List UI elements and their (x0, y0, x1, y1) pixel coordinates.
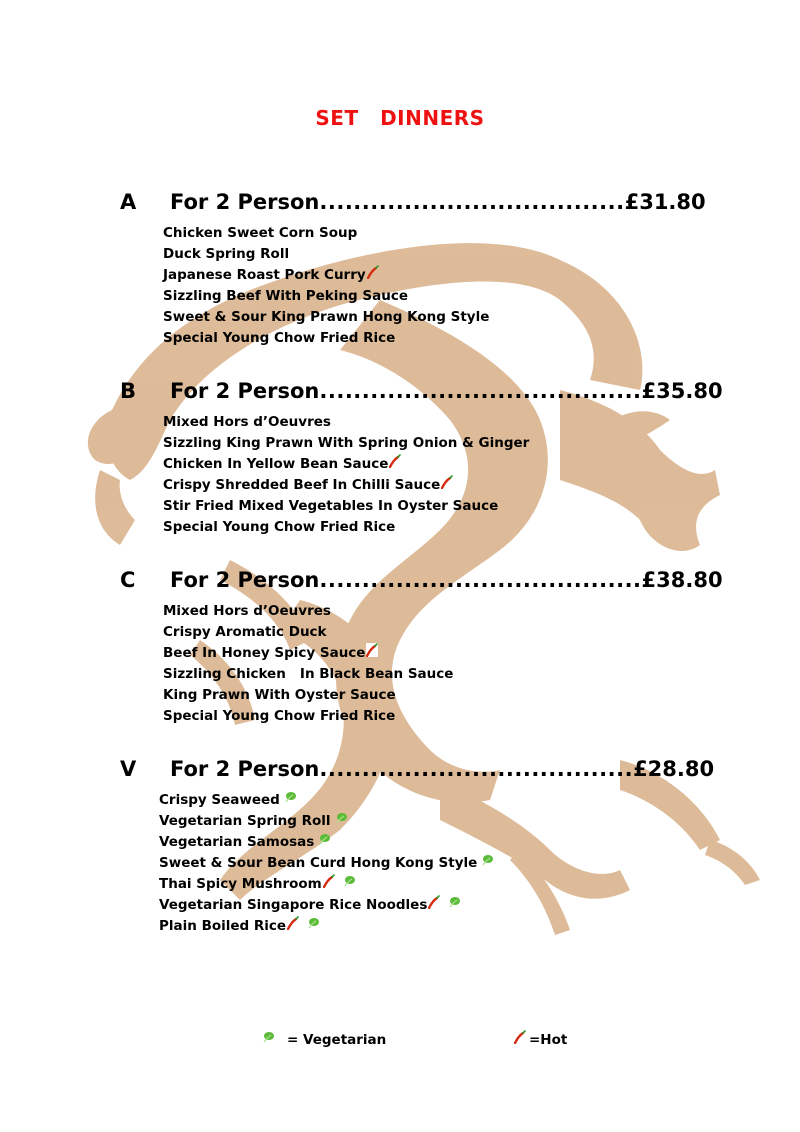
menu-item-name: Duck Spring Roll (163, 246, 290, 262)
set-label: For 2 Person (170, 757, 320, 781)
dot-leader: ...................................... (319, 568, 642, 592)
menu-item (163, 664, 453, 685)
set-v (0, 757, 800, 934)
chili-pepper-icon (441, 475, 453, 489)
menu-item (163, 496, 529, 517)
menu-item (163, 223, 489, 244)
menu-item-name: Stir Fried Mixed Vegetables In Oyster Sauce (163, 498, 499, 514)
set-items-list (163, 412, 529, 538)
menu-item (163, 685, 453, 706)
legend-hot (514, 1032, 567, 1048)
vegetarian-leaf-icon (318, 833, 331, 845)
menu-item-name: Mixed Hors d’Oeuvres (163, 603, 331, 619)
vegetarian-leaf-icon (335, 812, 348, 824)
menu-item-name: Sweet & Sour Bean Curd Hong Kong Style (159, 855, 478, 871)
menu-item (163, 244, 489, 265)
menu-item (163, 265, 489, 286)
vegetarian-leaf-icon (307, 917, 320, 929)
legend-vegetarian-label: = Vegetarian (287, 1032, 387, 1048)
menu-item (159, 832, 494, 853)
set-label: For 2 Person (170, 379, 320, 403)
menu-item-name: Sizzling King Prawn With Spring Onion & Ginger (163, 435, 530, 451)
menu-item-name: Beef In Honey Spicy Sauce (163, 645, 366, 661)
set-price: £35.80 (641, 379, 723, 403)
menu-item-name: King Prawn With Oyster Sauce (163, 687, 396, 703)
set-label: For 2 Person (170, 568, 320, 592)
dot-leader: ...................................... (319, 379, 642, 403)
chili-pepper-icon (514, 1030, 526, 1044)
vegetarian-leaf-icon (343, 875, 356, 887)
set-items-list (163, 601, 453, 727)
legend-vegetarian (262, 1032, 386, 1048)
chili-pepper-icon (428, 895, 440, 909)
set-heading (0, 757, 800, 787)
set-price: £31.80 (624, 190, 706, 214)
menu-item-name: Vegetarian Singapore Rice Noodles (159, 897, 428, 913)
set-letter: C (120, 568, 136, 592)
menu-item-name: Sweet & Sour King Prawn Hong Kong Style (163, 309, 490, 325)
menu-item (163, 307, 489, 328)
set-title-line (170, 568, 723, 592)
vegetarian-leaf-icon (448, 896, 461, 908)
menu-item-name: Crispy Aromatic Duck (163, 624, 327, 640)
set-letter: B (120, 379, 137, 403)
vegetarian-leaf-icon (284, 791, 297, 803)
menu-item-name: Chicken In Yellow Bean Sauce (163, 456, 389, 472)
vegetarian-leaf-icon (262, 1031, 275, 1043)
menu-item (159, 790, 494, 811)
set-price: £28.80 (633, 757, 715, 781)
set-letter: A (120, 190, 137, 214)
menu-item-name: Special Young Chow Fried Rice (163, 708, 396, 724)
set-label: For 2 Person (170, 190, 320, 214)
menu-item (163, 286, 489, 307)
set-heading (0, 379, 800, 409)
set-title-line (170, 757, 714, 781)
chili-pepper-icon (367, 265, 379, 279)
set-letter: V (120, 757, 137, 781)
menu-item (163, 601, 453, 622)
set-c (0, 568, 800, 724)
menu-item (159, 811, 494, 832)
menu-item (163, 433, 529, 454)
menu-item-name: Crispy Seaweed (159, 792, 280, 808)
menu-item (163, 643, 453, 664)
menu-item (159, 895, 494, 916)
menu-item-name: Mixed Hors d’Oeuvres (163, 414, 331, 430)
set-title-line (170, 379, 723, 403)
menu-item-name: Japanese Roast Pork Curry (163, 267, 366, 283)
set-title-line (170, 190, 706, 214)
page-title: SET DINNERS (315, 106, 485, 130)
menu-item (163, 328, 489, 349)
menu-item (163, 475, 529, 496)
chili-pepper-icon (287, 916, 299, 930)
menu-item (163, 412, 529, 433)
menu-item (159, 874, 494, 895)
set-a (0, 190, 800, 346)
menu-item-name: Sizzling Chicken In Black Bean Sauce (163, 666, 454, 682)
set-items-list (159, 790, 494, 937)
menu-item-name: Sizzling Beef With Peking Sauce (163, 288, 408, 304)
vegetarian-leaf-icon (481, 854, 494, 866)
menu-item (163, 454, 529, 475)
chili-pepper-icon (389, 454, 401, 468)
chili-pepper-icon (323, 874, 335, 888)
menu-item (163, 622, 453, 643)
menu-item-name: Thai Spicy Mushroom (159, 876, 322, 892)
menu-item-name: Crispy Shredded Beef In Chilli Sauce (163, 477, 441, 493)
set-heading (0, 190, 800, 220)
menu-item-name: Special Young Chow Fried Rice (163, 330, 396, 346)
menu-item-name: Chicken Sweet Corn Soup (163, 225, 358, 241)
legend-hot-label: =Hot (529, 1032, 568, 1048)
legend (0, 1032, 800, 1052)
menu-item (159, 853, 494, 874)
menu-item (163, 517, 529, 538)
set-b (0, 379, 800, 535)
chili-pepper-icon (366, 643, 378, 657)
set-heading (0, 568, 800, 598)
menu-item (163, 706, 453, 727)
menu-item (159, 916, 494, 937)
menu-item-name: Plain Boiled Rice (159, 918, 287, 934)
set-price: £38.80 (641, 568, 723, 592)
menu-item-name: Vegetarian Samosas (159, 834, 315, 850)
dot-leader: ..................................... (319, 757, 634, 781)
set-items-list (163, 223, 489, 349)
dot-leader: .................................... (319, 190, 625, 214)
menu-item-name: Vegetarian Spring Roll (159, 813, 331, 829)
menu-item-name: Special Young Chow Fried Rice (163, 519, 396, 535)
